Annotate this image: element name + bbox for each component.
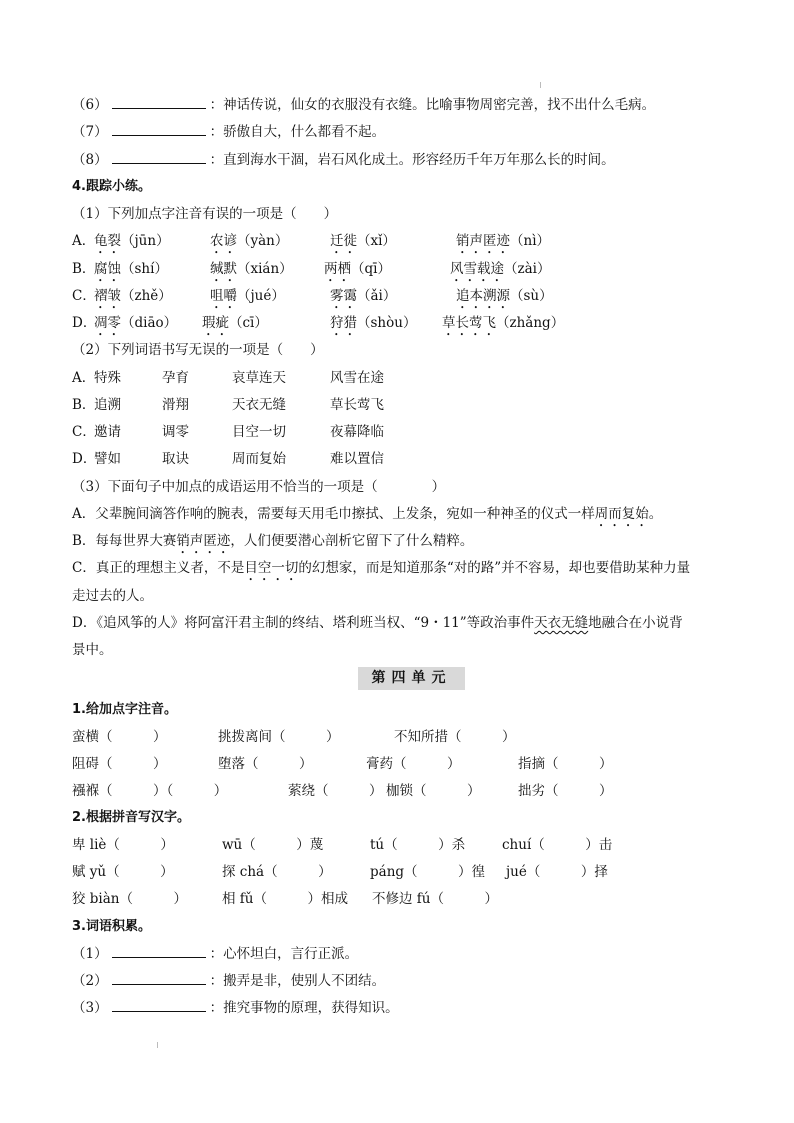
- question-stem: （1）下列加点字注音有误的一项是（ ）: [72, 206, 338, 222]
- vocab-item-8: （8） ：直到海水干涸，岩石风化成土。形容经历千年万年那么长的时间。: [72, 152, 615, 168]
- vocab-item-1: （1） ：心怀坦白，言行正派。: [72, 946, 359, 962]
- vocab-item-6: （6） ：神话传说，仙女的衣服没有衣缝。比喻事物周密完善，找不出什么毛病。: [72, 97, 656, 113]
- vocab-item-7: （7） ：骄傲自大，什么都看不起。: [72, 124, 386, 140]
- option-b: B．每每世界大赛销声匿迹，人们便要潜心剖析它留下了什么精粹。: [72, 533, 474, 549]
- option-c: C．真正的理想主义者，不是目空一切的幻想家，而是知道那条“对的路”并不容易，却也要借助某种力量: [72, 560, 691, 576]
- answer-blank[interactable]: [112, 95, 206, 109]
- unit-heading: 第四单元: [358, 667, 465, 690]
- answer-blank[interactable]: [112, 971, 206, 985]
- option-row-c: C． 褶皱（zhě） 咀嚼（jué） 雾霭（ǎi） 追本溯源（sù）: [72, 288, 553, 304]
- option-row-d: D． 譬如 取诀 周而复始 难以置信: [72, 451, 384, 467]
- question-stem: （2）下列词语书写无误的一项是（ ）: [72, 342, 324, 358]
- section-title: 3.词语积累。: [72, 919, 151, 934]
- section-title: 4.跟踪小练。: [72, 179, 151, 194]
- option-row-a: A． 特殊 孕育 哀草连天 风雪在途: [72, 370, 384, 386]
- answer-blank[interactable]: [112, 122, 206, 136]
- section-title: 1.给加点字注音。: [72, 702, 177, 717]
- section-title: 2.根据拼音写汉字。: [72, 810, 190, 825]
- option-row-c: C． 邀请 调零 目空一切 夜幕降临: [72, 424, 384, 440]
- page-mark-bottom: [157, 1042, 158, 1048]
- vocab-item-2: （2） ：搬弄是非，使别人不团结。: [72, 973, 386, 989]
- answer-blank[interactable]: [112, 998, 206, 1012]
- option-row-a: A． 龟裂（jūn） 农谚（yàn） 迁徙（xǐ） 销声匿迹（nì）: [72, 233, 551, 249]
- vocab-item-3: （3） ：推究事物的原理，获得知识。: [72, 1000, 399, 1016]
- answer-blank[interactable]: [112, 150, 206, 164]
- option-a: A．父辈腕间滴答作响的腕表，需要每天用毛巾擦拭、上发条，宛如一种神圣的仪式一样周而复始。: [72, 506, 663, 522]
- option-d: D．《追风筝的人》将阿富汗君主制的终结、塔利班当权、“9・11”等政治事件天衣无缝地融合在小说背: [72, 615, 683, 631]
- answer-blank[interactable]: [112, 944, 206, 958]
- option-row-b: B． 追溯 滑翔 天衣无缝 草长莺飞: [72, 397, 384, 413]
- option-row-b: B． 腐蚀（shí） 缄默（xián） 两栖（qī） 风雪载途（zài）: [72, 261, 551, 277]
- question-stem: （3）下面句子中加点的成语运用不恰当的一项是（ ）: [72, 479, 446, 495]
- option-c-cont: 走过去的人。: [72, 588, 153, 604]
- option-d-cont: 景中。: [72, 642, 113, 658]
- page-mark-top: [540, 82, 541, 88]
- option-row-d: D． 凋零（diāo） 瑕疵（cī） 狩猎（shòu） 草长莺飞（zhǎng）: [72, 315, 565, 331]
